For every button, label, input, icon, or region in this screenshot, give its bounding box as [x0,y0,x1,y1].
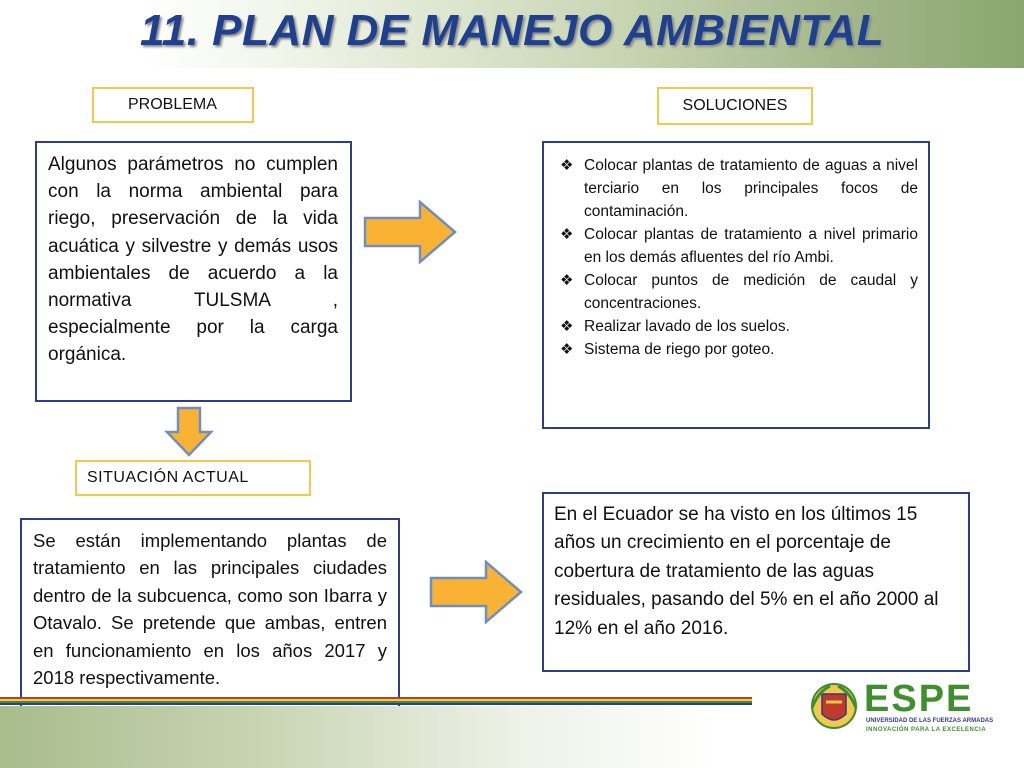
espe-logo-tagline: INNOVACIÓN PARA LA EXCELENCIA [866,727,987,733]
slide-title: 11. PLAN DE MANEJO AMBIENTAL [140,6,885,55]
solutions-list [554,154,918,361]
ecuador-box [542,492,970,672]
ecuador-text: En el Ecuador se ha visto en los últimos 15 años un crecimiento en el porcentaje de cobertura de tratamiento de las aguas residuales, pasando del 5% en el año 2000 al 12% en el año 2016. [554,504,939,639]
arrow-down-icon [164,406,214,458]
solution-item [554,338,918,361]
espe-logo-subtitle: UNIVERSIDAD DE LAS FUERZAS ARMADAS [866,718,994,724]
problem-box [35,141,352,402]
solution-item [554,223,918,269]
diamond-bullet-icon: ❖ [560,157,574,174]
current-situation-label-text: SITUACIÓN ACTUAL [87,469,249,486]
solution-item [554,315,918,338]
solutions-label-text: SOLUCIONES [682,97,788,114]
solutions-box [542,141,930,429]
arrow-right-icon [362,200,458,264]
problem-label-text: PROBLEMA [128,96,217,113]
current-situation-box [20,518,400,720]
solution-item [554,154,918,223]
solutions-label [657,87,813,125]
current-situation-label [75,460,311,496]
solution-text: Colocar puntos de medición de caudal y concentraciones. [584,272,918,312]
problem-label [92,87,254,123]
espe-logo-name: ESPE [864,678,974,720]
current-situation-text: Se están implementando plantas de tratamiento en las principales ciudades dentro de la subcuenca, como son Ibarra y Otavalo. Se pretende que ambas, entren en funcionamiento en los años 2017 y 2018 respectivamente. [33,530,387,689]
solution-text: Colocar plantas de tratamiento de aguas a nivel terciario en los principales focos de contaminación. [584,157,918,220]
diamond-bullet-icon: ❖ [560,318,574,335]
diamond-bullet-icon: ❖ [560,272,574,289]
solution-text: Realizar lavado de los suelos. [584,318,790,335]
problem-text: Algunos parámetros no cumplen con la norma ambiental para riego, preservación de la vida acuática y silvestre y demás usos ambientales de acuerdo a la normativa TULSMA , especialmente por la carga orgánica. [48,154,338,366]
solution-text: Sistema de riego por goteo. [584,341,775,358]
footer-stripes [0,697,752,705]
arrow-right-icon [428,560,524,624]
espe-logo [808,678,1008,740]
solution-text: Colocar plantas de tratamiento a nivel primario en los demás afluentes del río Ambi. [584,226,918,266]
diamond-bullet-icon: ❖ [560,226,574,243]
solution-item [554,269,918,315]
diamond-bullet-icon: ❖ [560,341,574,358]
